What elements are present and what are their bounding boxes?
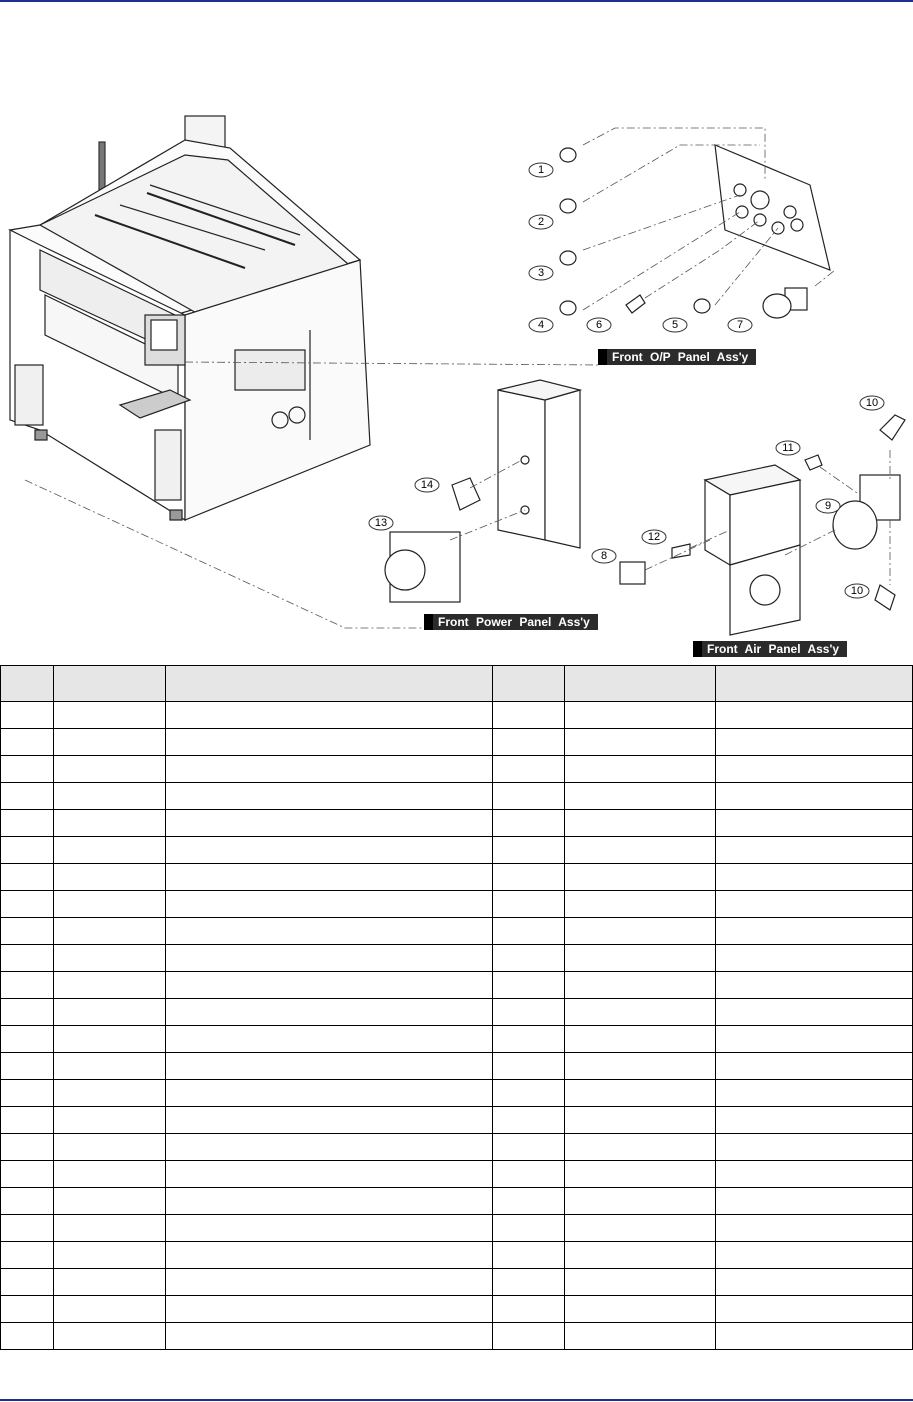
table-cell bbox=[716, 837, 913, 864]
table-cell bbox=[166, 945, 493, 972]
table-row bbox=[1, 810, 913, 837]
table-cell bbox=[1, 891, 54, 918]
table-cell bbox=[716, 1161, 913, 1188]
callout-13 bbox=[369, 516, 393, 530]
table-cell bbox=[565, 810, 716, 837]
table-cell bbox=[1, 1215, 54, 1242]
svg-text:5: 5 bbox=[671, 319, 679, 331]
table-cell bbox=[166, 756, 493, 783]
table-cell bbox=[493, 810, 565, 837]
svg-text:14: 14 bbox=[420, 479, 434, 491]
table-cell bbox=[565, 702, 716, 729]
table-cell bbox=[565, 729, 716, 756]
table-cell bbox=[166, 972, 493, 999]
table-cell bbox=[166, 837, 493, 864]
table-row bbox=[1, 837, 913, 864]
table-cell bbox=[493, 1107, 565, 1134]
table-cell bbox=[54, 945, 166, 972]
table-cell bbox=[1, 783, 54, 810]
header-cell bbox=[166, 666, 493, 702]
table-cell bbox=[493, 1026, 565, 1053]
svg-text:2: 2 bbox=[537, 216, 545, 228]
table-cell bbox=[1, 810, 54, 837]
table-cell bbox=[565, 1026, 716, 1053]
table-cell bbox=[716, 810, 913, 837]
label-front-air-panel: Front Air Panel Ass'y bbox=[693, 641, 847, 657]
table-cell bbox=[716, 756, 913, 783]
callout-9 bbox=[816, 499, 840, 513]
table-row bbox=[1, 702, 913, 729]
svg-text:10: 10 bbox=[865, 397, 879, 409]
table-cell bbox=[166, 783, 493, 810]
table-cell bbox=[54, 1026, 166, 1053]
svg-text:3: 3 bbox=[537, 267, 545, 279]
table-cell bbox=[493, 1161, 565, 1188]
table-cell bbox=[54, 1296, 166, 1323]
table-row bbox=[1, 945, 913, 972]
table-cell bbox=[565, 1296, 716, 1323]
table-cell bbox=[493, 1296, 565, 1323]
table-cell bbox=[1, 702, 54, 729]
svg-text:12: 12 bbox=[647, 531, 661, 543]
table-row bbox=[1, 1296, 913, 1323]
table-cell bbox=[493, 1242, 565, 1269]
table-cell bbox=[716, 864, 913, 891]
table-cell bbox=[716, 1296, 913, 1323]
table-cell bbox=[493, 1269, 565, 1296]
table-cell bbox=[166, 1080, 493, 1107]
table-row bbox=[1, 1215, 913, 1242]
table-cell bbox=[716, 1026, 913, 1053]
table-cell bbox=[493, 1323, 565, 1350]
table-cell bbox=[716, 918, 913, 945]
table-cell bbox=[716, 1242, 913, 1269]
table-cell bbox=[1, 729, 54, 756]
table-cell bbox=[565, 1242, 716, 1269]
table-cell bbox=[493, 972, 565, 999]
table-row bbox=[1, 918, 913, 945]
table-row bbox=[1, 1080, 913, 1107]
table-cell bbox=[1, 1080, 54, 1107]
table-cell bbox=[54, 891, 166, 918]
machine-illustration bbox=[0, 100, 913, 660]
table-cell bbox=[565, 945, 716, 972]
svg-text:9: 9 bbox=[824, 500, 832, 512]
callout-12 bbox=[642, 530, 666, 544]
table-cell bbox=[54, 729, 166, 756]
table-row bbox=[1, 1242, 913, 1269]
table-row bbox=[1, 972, 913, 999]
table-cell bbox=[1, 945, 54, 972]
table-header-row bbox=[1, 666, 913, 702]
table-cell bbox=[166, 1215, 493, 1242]
label-front-op-panel: Front O/P Panel Ass'y bbox=[598, 349, 756, 365]
table-cell bbox=[565, 783, 716, 810]
table-cell bbox=[54, 1188, 166, 1215]
table-cell bbox=[716, 999, 913, 1026]
table-cell bbox=[166, 1269, 493, 1296]
exploded-view-figure bbox=[0, 100, 913, 660]
label-front-power-panel: Front Power Panel Ass'y bbox=[424, 614, 598, 630]
callout-8 bbox=[592, 549, 616, 563]
table-cell bbox=[565, 918, 716, 945]
parts-list-table bbox=[0, 665, 913, 1350]
header-cell bbox=[565, 666, 716, 702]
table-cell bbox=[1, 1107, 54, 1134]
table-row bbox=[1, 1107, 913, 1134]
callout-10-bottom bbox=[845, 584, 869, 598]
table-cell bbox=[1, 918, 54, 945]
table-cell bbox=[716, 1107, 913, 1134]
table-cell bbox=[166, 1242, 493, 1269]
table-cell bbox=[166, 1188, 493, 1215]
footer-rule bbox=[0, 1399, 913, 1401]
table-cell bbox=[493, 999, 565, 1026]
table-cell bbox=[166, 1161, 493, 1188]
table-cell bbox=[716, 1323, 913, 1350]
svg-text:7: 7 bbox=[736, 319, 744, 331]
table-cell bbox=[716, 972, 913, 999]
table-cell bbox=[716, 1269, 913, 1296]
table-cell bbox=[1, 837, 54, 864]
table-cell bbox=[54, 1107, 166, 1134]
table-cell bbox=[565, 1107, 716, 1134]
op-panel-plate bbox=[715, 145, 830, 270]
header-cell bbox=[54, 666, 166, 702]
table-cell bbox=[54, 702, 166, 729]
table-cell bbox=[1, 1053, 54, 1080]
table-cell bbox=[716, 1053, 913, 1080]
table-cell bbox=[1, 1296, 54, 1323]
table-row bbox=[1, 1026, 913, 1053]
machine-body bbox=[10, 116, 370, 520]
callout-14 bbox=[415, 478, 439, 492]
table-row bbox=[1, 1161, 913, 1188]
table-cell bbox=[1, 1161, 54, 1188]
table-cell bbox=[166, 918, 493, 945]
table-cell bbox=[54, 837, 166, 864]
table-row bbox=[1, 729, 913, 756]
table-cell bbox=[565, 1269, 716, 1296]
table-cell bbox=[1, 1188, 54, 1215]
table-cell bbox=[716, 1215, 913, 1242]
table-cell bbox=[1, 864, 54, 891]
table-cell bbox=[1, 999, 54, 1026]
air-panel-bracket bbox=[620, 415, 905, 635]
table-cell bbox=[565, 1080, 716, 1107]
table-cell bbox=[493, 1188, 565, 1215]
table-cell bbox=[166, 729, 493, 756]
table-cell bbox=[493, 864, 565, 891]
table-cell bbox=[716, 729, 913, 756]
table-cell bbox=[565, 1053, 716, 1080]
svg-text:4: 4 bbox=[537, 319, 545, 331]
table-cell bbox=[54, 1215, 166, 1242]
table-cell bbox=[493, 837, 565, 864]
table-cell bbox=[716, 945, 913, 972]
table-cell bbox=[493, 756, 565, 783]
callout-5 bbox=[663, 318, 687, 332]
table-cell bbox=[54, 972, 166, 999]
table-cell bbox=[54, 1134, 166, 1161]
table-row bbox=[1, 1188, 913, 1215]
table-cell bbox=[166, 1053, 493, 1080]
table-cell bbox=[1, 1323, 54, 1350]
table-cell bbox=[565, 1188, 716, 1215]
table-cell bbox=[54, 1161, 166, 1188]
table-row bbox=[1, 891, 913, 918]
callout-4 bbox=[529, 318, 553, 332]
table-cell bbox=[565, 972, 716, 999]
table-cell bbox=[1, 1242, 54, 1269]
table-cell bbox=[1, 1269, 54, 1296]
table-cell bbox=[54, 810, 166, 837]
table-cell bbox=[565, 891, 716, 918]
table-cell bbox=[716, 783, 913, 810]
table-cell bbox=[565, 1323, 716, 1350]
table-cell bbox=[1, 1134, 54, 1161]
table-cell bbox=[166, 891, 493, 918]
table-row bbox=[1, 756, 913, 783]
table-cell bbox=[54, 1269, 166, 1296]
table-cell bbox=[54, 783, 166, 810]
table-cell bbox=[166, 999, 493, 1026]
table-cell bbox=[166, 864, 493, 891]
table-cell bbox=[166, 1296, 493, 1323]
table-cell bbox=[1, 972, 54, 999]
header-cell bbox=[493, 666, 565, 702]
callout-10-top bbox=[860, 396, 884, 410]
table-cell bbox=[493, 945, 565, 972]
table-cell bbox=[493, 1053, 565, 1080]
table-cell bbox=[716, 702, 913, 729]
table-cell bbox=[716, 1080, 913, 1107]
callout-2 bbox=[529, 215, 553, 229]
table-cell bbox=[54, 1242, 166, 1269]
table-cell bbox=[493, 891, 565, 918]
table-cell bbox=[565, 1215, 716, 1242]
table-cell bbox=[493, 1080, 565, 1107]
table-cell bbox=[1, 1026, 54, 1053]
power-panel-bracket bbox=[385, 380, 580, 602]
callout-7 bbox=[728, 318, 752, 332]
table-cell bbox=[565, 864, 716, 891]
table-row bbox=[1, 1134, 913, 1161]
table-cell bbox=[54, 918, 166, 945]
svg-text:8: 8 bbox=[600, 550, 608, 562]
header-rule bbox=[0, 0, 913, 2]
table-cell bbox=[565, 999, 716, 1026]
table-cell bbox=[54, 1080, 166, 1107]
callout-11 bbox=[776, 441, 800, 455]
table-cell bbox=[565, 1161, 716, 1188]
table-cell bbox=[565, 756, 716, 783]
table-cell bbox=[54, 1053, 166, 1080]
table-body bbox=[1, 702, 913, 1350]
table-row bbox=[1, 1053, 913, 1080]
header-cell bbox=[716, 666, 913, 702]
table-cell bbox=[54, 1323, 166, 1350]
svg-text:11: 11 bbox=[782, 442, 794, 454]
table-cell bbox=[493, 729, 565, 756]
table-cell bbox=[1, 756, 54, 783]
table-row bbox=[1, 783, 913, 810]
table-cell bbox=[493, 702, 565, 729]
svg-text:1: 1 bbox=[537, 164, 545, 176]
table-row bbox=[1, 1269, 913, 1296]
table-cell bbox=[54, 864, 166, 891]
table-row bbox=[1, 864, 913, 891]
header-cell bbox=[1, 666, 54, 702]
svg-text:13: 13 bbox=[374, 517, 388, 529]
table-row bbox=[1, 1323, 913, 1350]
table-cell bbox=[565, 837, 716, 864]
table-cell bbox=[493, 918, 565, 945]
svg-text:6: 6 bbox=[595, 319, 603, 331]
table-cell bbox=[166, 1323, 493, 1350]
table-cell bbox=[166, 1107, 493, 1134]
table-cell bbox=[54, 999, 166, 1026]
callout-1 bbox=[529, 163, 553, 177]
table-cell bbox=[166, 1026, 493, 1053]
table-cell bbox=[716, 1134, 913, 1161]
table-cell bbox=[716, 1188, 913, 1215]
table-cell bbox=[166, 702, 493, 729]
table-cell bbox=[166, 810, 493, 837]
table-cell bbox=[166, 1134, 493, 1161]
table-cell bbox=[493, 1134, 565, 1161]
callout-3 bbox=[529, 266, 553, 280]
table-cell bbox=[54, 756, 166, 783]
table-cell bbox=[716, 891, 913, 918]
table-cell bbox=[565, 1134, 716, 1161]
table-cell bbox=[493, 783, 565, 810]
table-cell bbox=[493, 1215, 565, 1242]
table-row bbox=[1, 999, 913, 1026]
svg-text:10: 10 bbox=[850, 585, 864, 597]
callout-6 bbox=[587, 318, 611, 332]
